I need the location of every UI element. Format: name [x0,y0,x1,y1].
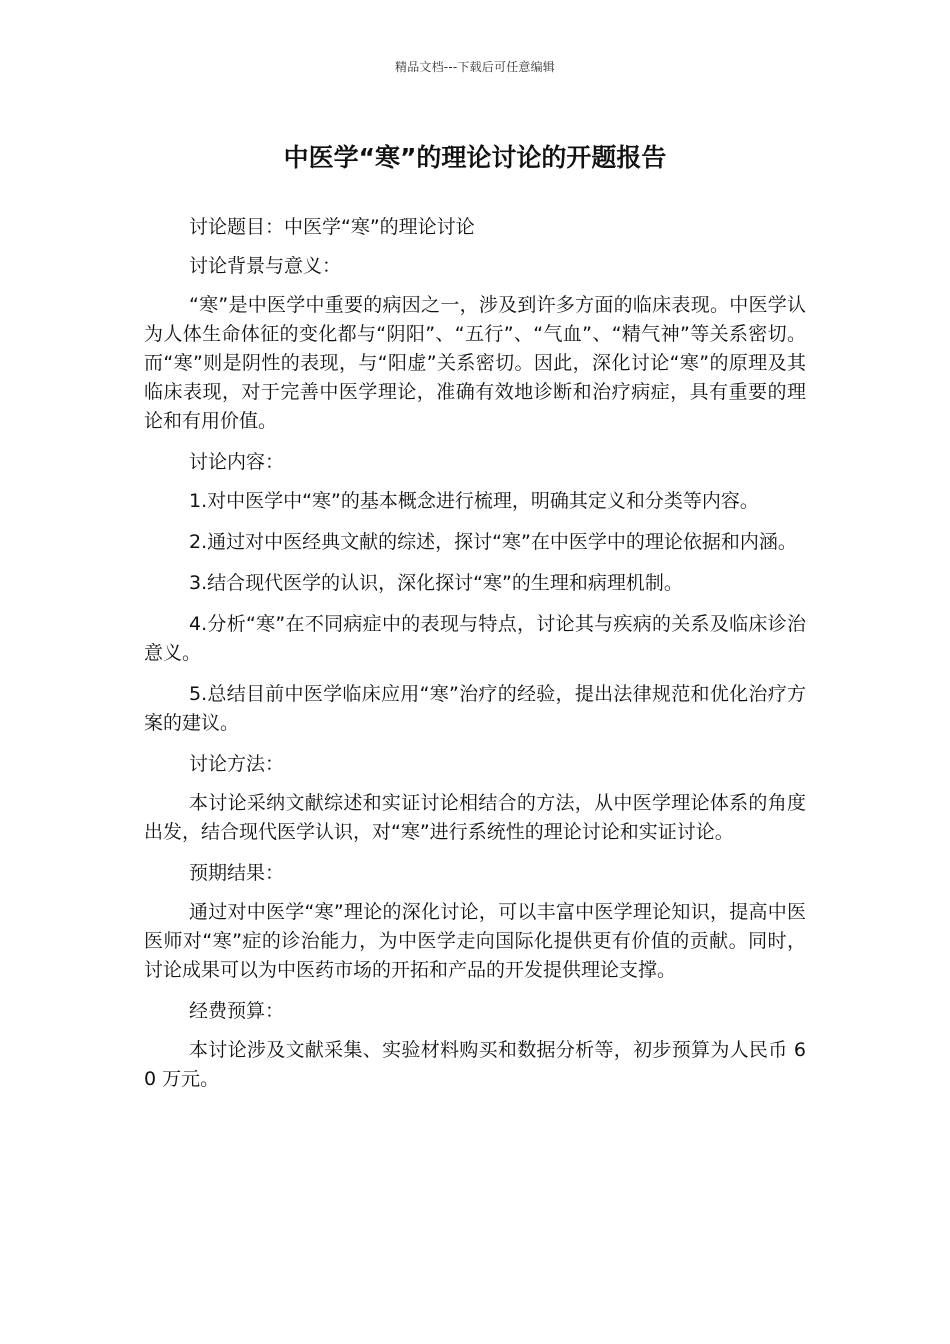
document-body [144,213,806,1106]
content-item-2: 2.通过对中医经典文献的综述，探讨“寒”在中医学中的理论依据和内涵。 [189,531,797,553]
method-paragraph: 本讨论采纳文献综述和实证讨论相结合的方法，从中医学理论体系的角度出发，结合现代医学认识，对“寒”进行系统性的理论讨论和实证讨论。 [144,792,806,843]
header-note: 精品文档---下载后可任意编辑 [395,60,555,74]
content-heading: 讨论内容： [189,451,285,473]
topic-line: 讨论题目：中医学“寒”的理论讨论 [189,216,475,238]
results-heading: 预期结果： [189,862,285,884]
content-item-3: 3.结合现代医学的认识，深化探讨“寒”的生理和病理机制。 [189,572,683,594]
budget-heading: 经费预算： [189,1000,285,1022]
background-paragraph: “寒”是中医学中重要的病因之一，涉及到许多方面的临床表现。中医学认为人体生命体征的变化都与“阴阳”、“五行”、“气血”、“精气神”等关系密切。而“寒”则是阴性的表现，与“阳虚”关系密切。因此，深化讨论“寒”的原理及其临床表现，对于完善中医学理论，准确有效地诊断和治疗病症，具有重要的理论和有用价值。 [144,294,806,432]
background-heading: 讨论背景与意义： [189,255,342,277]
budget-paragraph: 本讨论涉及文献采集、实验材料购买和数据分析等，初步预算为人民币 60 万元。 [144,1039,806,1090]
content-item-1: 1.对中医学中“寒”的基本概念进行梳理，明确其定义和分类等内容。 [189,490,759,512]
content-item-5: 5.总结目前中医学临床应用“寒”治疗的经验，提出法律规范和优化治疗方案的建议。 [144,683,806,734]
content-item-4: 4.分析“寒”在不同病症中的表现与特点，讨论其与疾病的关系及临床诊治意义。 [144,613,806,664]
document-title: 中医学“寒”的理论讨论的开题报告 [283,143,667,172]
method-heading: 讨论方法： [189,753,285,775]
results-paragraph: 通过对中医学“寒”理论的深化讨论，可以丰富中医学理论知识，提高中医医师对“寒”症的诊治能力，为中医学走向国际化提供更有价值的贡献。同时，讨论成果可以为中医药市场的开拓和产品的开发提供理论支撑。 [144,901,806,981]
